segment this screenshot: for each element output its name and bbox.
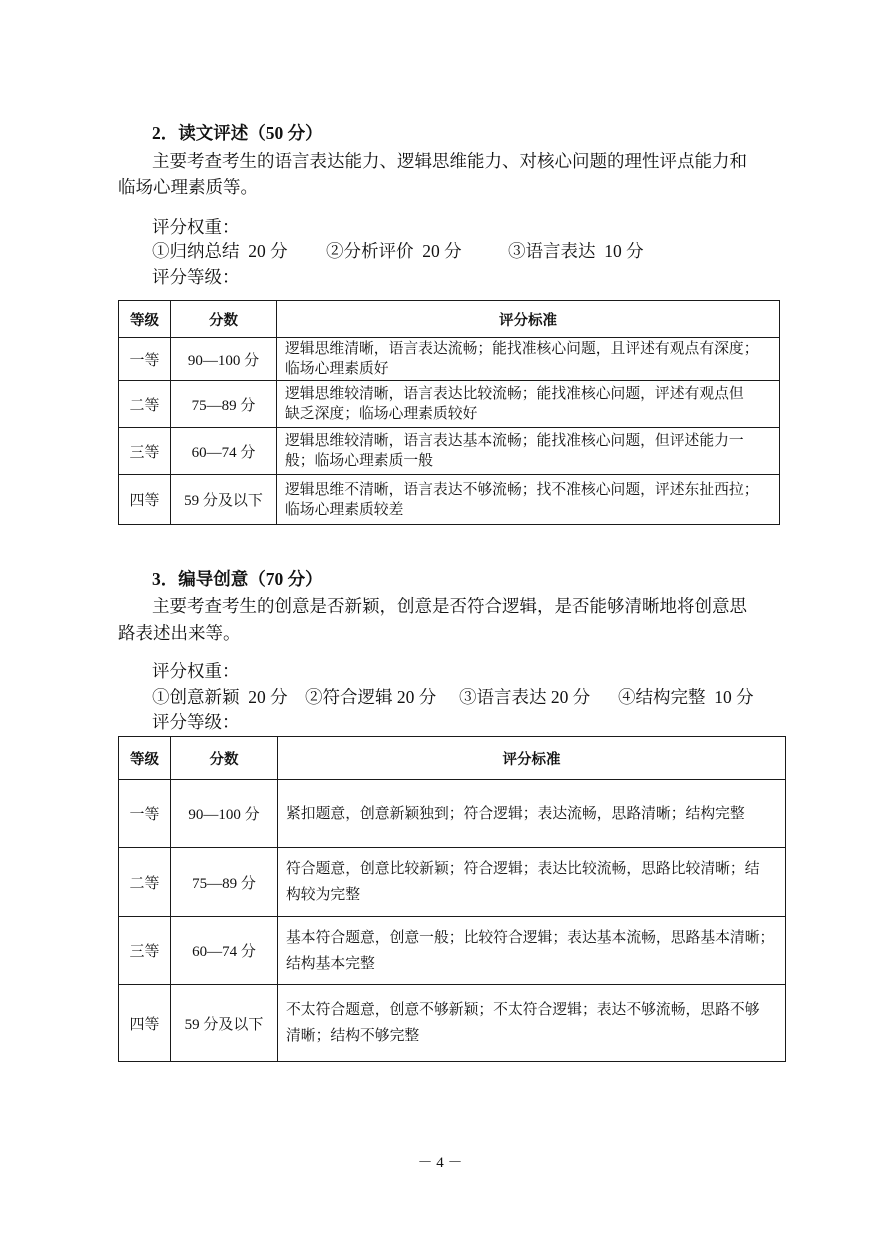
table-header-cell: 等级 xyxy=(119,737,171,780)
criteria-cell xyxy=(277,381,780,428)
criteria-line: 逻辑思维清晰，语言表达流畅；能找准核心问题，且评述有观点有深度； xyxy=(285,341,759,357)
score-cell: 60—74 分 xyxy=(171,917,278,985)
grading-table xyxy=(118,300,780,525)
table-row xyxy=(119,428,780,475)
criteria-cell xyxy=(277,338,780,381)
table-row xyxy=(119,338,780,381)
weight-item: ③语言表达 20 分 xyxy=(459,687,591,707)
grade-cell: 三等 xyxy=(119,917,171,985)
criteria-line: 逻辑思维较清晰，语言表达基本流畅；能找准核心问题，但评述能力一 xyxy=(285,433,744,449)
grade-label: 评分等级： xyxy=(152,267,240,287)
grade-cell: 二等 xyxy=(119,381,171,428)
grading-table xyxy=(118,736,786,1062)
table-row xyxy=(119,985,786,1062)
criteria-cell xyxy=(277,475,780,525)
table-header-cell: 评分标准 xyxy=(278,737,786,780)
criteria-line: 临场心理素质较差 xyxy=(285,501,404,518)
grade-cell: 二等 xyxy=(119,848,171,917)
score-cell: 59 分及以下 xyxy=(171,475,277,525)
table-row xyxy=(119,780,786,848)
criteria-line: 符合题意，创意比较新颖；符合逻辑；表达比较流畅，思路比较清晰；结 xyxy=(286,861,760,877)
criteria-line: 逻辑思维较清晰，语言表达比较流畅；能找准核心问题，评述有观点但 xyxy=(285,386,744,402)
grade-cell: 四等 xyxy=(119,985,171,1062)
criteria-cell xyxy=(278,848,786,917)
table-row xyxy=(119,381,780,428)
paragraph-line: 路表述出来等。 xyxy=(118,623,241,643)
criteria-line: 清晰；结构不够完整 xyxy=(286,1028,420,1044)
criteria-line: 紧扣题意，创意新颖独到；符合逻辑；表达流畅，思路清晰；结构完整 xyxy=(286,805,745,822)
score-cell: 60—74 分 xyxy=(171,428,277,475)
page-number: － 4 － xyxy=(417,1155,463,1171)
grade-label: 评分等级： xyxy=(152,712,240,732)
criteria-line: 不太符合题意，创意不够新颖；不太符合逻辑；表达不够流畅，思路不够 xyxy=(286,1002,760,1018)
criteria-cell xyxy=(277,428,780,475)
table-header-row xyxy=(119,737,786,780)
table-row xyxy=(119,475,780,525)
table-header-cell: 分数 xyxy=(171,301,277,338)
paragraph-line: 临场心理素质等。 xyxy=(118,177,258,197)
score-cell: 59 分及以下 xyxy=(171,985,278,1062)
table-header-cell: 等级 xyxy=(119,301,171,338)
table-row xyxy=(119,848,786,917)
table-header-cell: 分数 xyxy=(171,737,278,780)
score-cell: 90—100 分 xyxy=(171,780,278,848)
weight-item: ④结构完整 10 分 xyxy=(618,687,754,707)
grade-cell: 四等 xyxy=(119,475,171,525)
grade-cell: 一等 xyxy=(119,338,171,381)
criteria-line: 般；临场心理素质一般 xyxy=(285,453,433,469)
weight-item: ②符合逻辑 20 分 xyxy=(305,687,437,707)
criteria-line: 缺乏深度；临场心理素质较好 xyxy=(285,406,478,422)
paragraph-line: 主要考查考生的语言表达能力、逻辑思维能力、对核心问题的理性评点能力和 xyxy=(152,151,747,171)
criteria-line: 构较为完整 xyxy=(286,887,360,903)
weight-item: ③语言表达 10 分 xyxy=(508,241,644,261)
weight-label: 评分权重： xyxy=(152,661,240,681)
criteria-line: 临场心理素质好 xyxy=(285,361,389,377)
criteria-cell xyxy=(278,985,786,1062)
criteria-line: 结构基本完整 xyxy=(286,955,375,972)
table-header-row xyxy=(119,301,780,338)
weight-label: 评分权重： xyxy=(152,217,240,237)
grade-cell: 一等 xyxy=(119,780,171,848)
score-cell: 90—100 分 xyxy=(171,338,277,381)
weight-item: ①归纳总结 20 分 xyxy=(152,241,288,261)
criteria-line: 基本符合题意，创意一般；比较符合逻辑；表达基本流畅，思路基本清晰； xyxy=(286,929,775,946)
weight-item: ①创意新颖 20 分 xyxy=(152,687,288,707)
section-heading: 3．编导创意（70 分） xyxy=(152,569,323,589)
table-header-cell: 评分标准 xyxy=(277,301,780,338)
section-heading: 2．读文评述（50 分） xyxy=(152,123,323,143)
criteria-cell xyxy=(278,780,786,848)
grade-cell: 三等 xyxy=(119,428,171,475)
table-row xyxy=(119,917,786,985)
score-cell: 75—89 分 xyxy=(171,381,277,428)
weight-item: ②分析评价 20 分 xyxy=(326,241,462,261)
criteria-cell xyxy=(278,917,786,985)
paragraph-line: 主要考查考生的创意是否新颖，创意是否符合逻辑，是否能够清晰地将创意思 xyxy=(152,596,747,616)
criteria-line: 逻辑思维不清晰，语言表达不够流畅；找不准核心问题，评述东扯西拉； xyxy=(285,481,759,498)
score-cell: 75—89 分 xyxy=(171,848,278,917)
